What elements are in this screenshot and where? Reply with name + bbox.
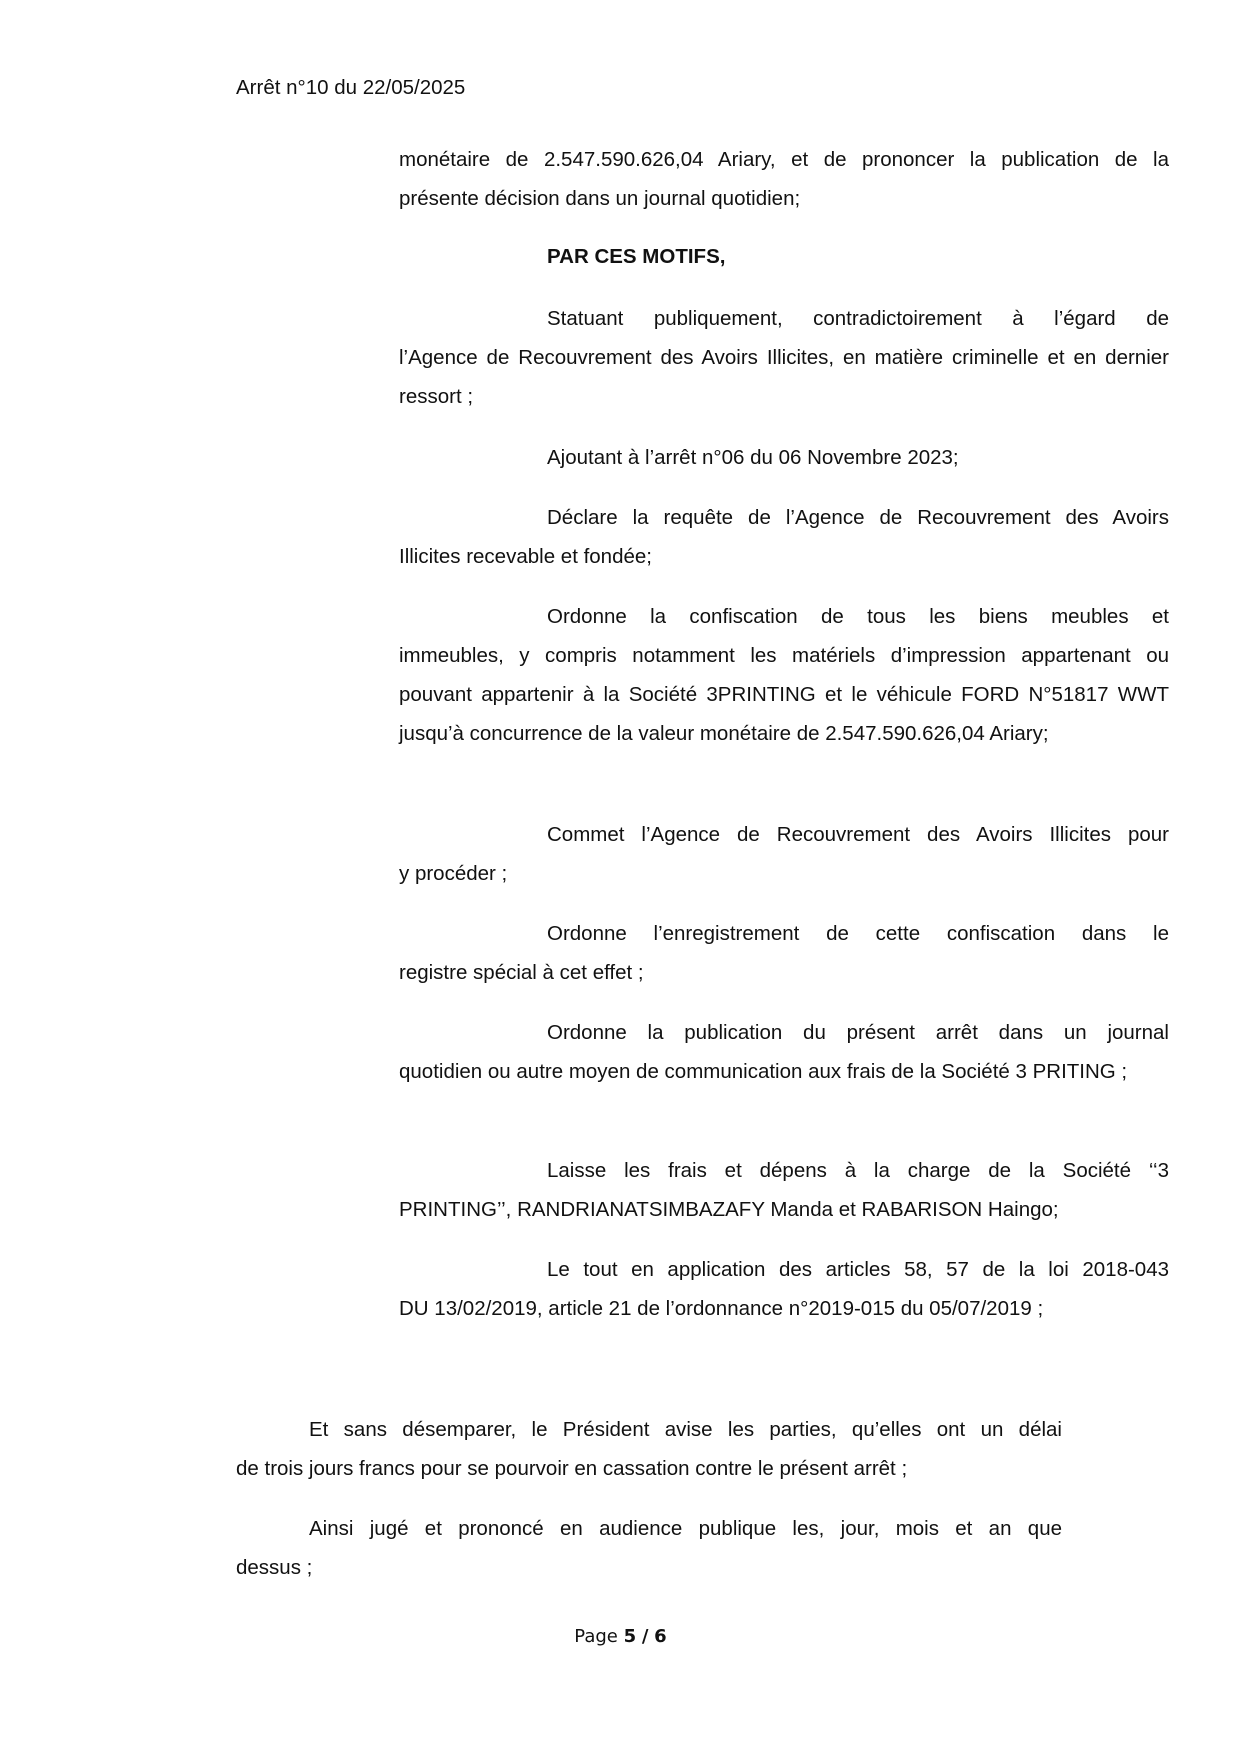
closing-paragraph [236,1410,1062,1488]
decision-paragraph [399,815,1169,893]
paragraph-rest: DU 13/02/2019, article 21 de l’ordonnance n°2019-015 du 05/07/2019 ; [399,1297,1044,1320]
closing-first-line: Et sans désemparer, le Président avise les parties, qu’elles ont un délai [309,1418,1062,1441]
intro-line-1: monétaire de 2.547.590.626,04 Ariary, et de prononcer la publication de la [399,148,1169,171]
decision-paragraph [399,1013,1169,1091]
paragraph-first-line: Ordonne la confiscation de tous les biens meubles et [547,605,1169,628]
paragraph-first-line: Laisse les frais et dépens à la charge de la Société ‘‘3 [547,1159,1169,1182]
paragraph-first-line: Commet l’Agence de Recouvrement des Avoirs Illicites pour [547,823,1169,846]
paragraph-first-line: Déclare la requête de l’Agence de Recouvrement des Avoirs [547,506,1169,529]
page-footer [0,1626,1241,1647]
closing-first-line: Ainsi jugé et prononcé en audience publique les, jour, mois et an que [309,1517,1062,1540]
page-separator: / [641,1626,649,1647]
paragraph-first-line: Statuant publiquement, contradictoirement à l’égard de [547,307,1169,330]
closing-paragraph [236,1509,1062,1587]
paragraph-first-line: Ordonne la publication du présent arrêt dans un journal [547,1021,1169,1044]
decision-paragraph [399,498,1169,576]
decision-paragraph [399,597,1169,753]
paragraph-first-line: Le tout en application des articles 58, 57 de la loi 2018-043 [547,1258,1169,1281]
decision-paragraph [399,914,1169,992]
closing-rest: dessus ; [236,1556,313,1579]
closing-rest: de trois jours francs pour se pourvoir en cassation contre le présent arrêt ; [236,1457,908,1480]
paragraph-first-line: Ajoutant à l’arrêt n°06 du 06 Novembre 2023; [547,446,959,469]
section-heading: PAR CES MOTIFS, [547,245,726,268]
decision-paragraph [399,1151,1169,1229]
paragraph-rest: quotidien ou autre moyen de communication aux frais de la Société 3 PRITING ; [399,1060,1128,1083]
paragraph-rest: l’Agence de Recouvrement des Avoirs Illicites, en matière criminelle et en dernier ressort ; [399,346,1169,408]
decision-paragraph [399,1250,1169,1328]
paragraph-rest: registre spécial à cet effet ; [399,961,644,984]
decision-paragraph [399,299,1169,416]
paragraph-rest: immeubles, y compris notamment les matériels d’impression appartenant ou pouvant appartenir à la Société 3PRINTING et le véhicule FORD N°51817 WWT jusqu’à concurrence de la valeur monétaire de 2.547.590.626,04 Ariary; [399,644,1169,745]
page-current: 5 [623,1626,637,1647]
page-total: 6 [654,1626,667,1647]
document-header: Arrêt n°10 du 22/05/2025 [236,76,466,99]
paragraph-first-line: Ordonne l’enregistrement de cette confiscation dans le [547,922,1169,945]
paragraph-rest: y procéder ; [399,862,508,885]
intro-line-2: présente décision dans un journal quotidien; [399,187,801,210]
page-label: Page [574,1626,618,1647]
paragraph-rest: PRINTING’’, RANDRIANATSIMBAZAFY Manda et RABARISON Haingo; [399,1198,1059,1221]
paragraph-rest: Illicites recevable et fondée; [399,545,652,568]
decision-paragraph [399,438,1169,477]
intro-paragraph [399,140,1169,218]
